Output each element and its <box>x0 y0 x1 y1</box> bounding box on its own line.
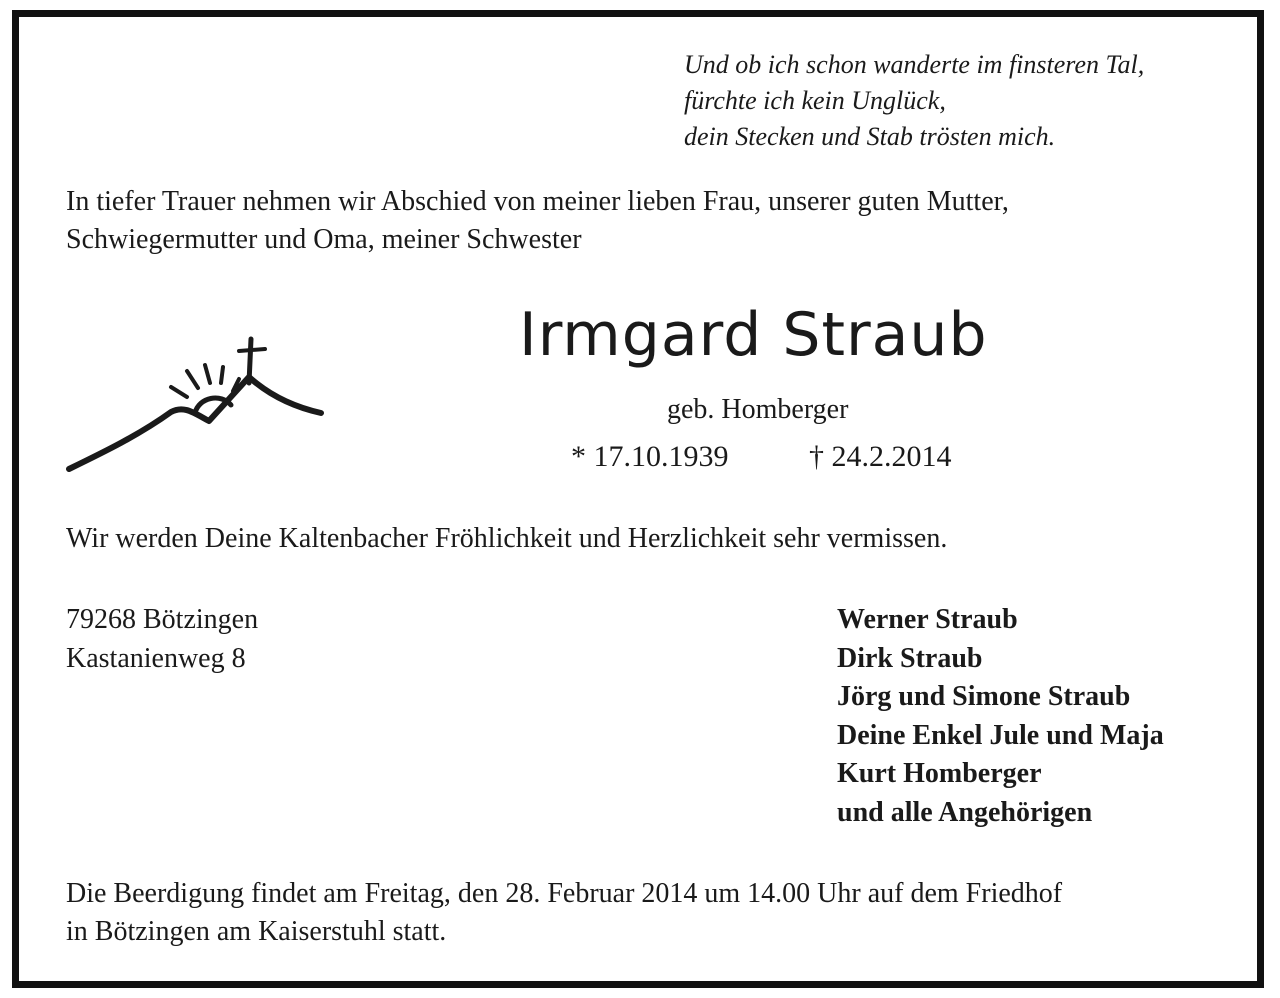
remembrance-text: Wir werden Deine Kaltenbacher Fröhlichkeit und Herzlichkeit sehr vermissen. <box>66 523 948 554</box>
deceased-name: Irmgard Straub <box>519 300 988 370</box>
mourner-name: Kurt Homberger <box>837 758 1042 789</box>
intro-line: Schwiegermutter und Oma, meiner Schwester <box>66 224 582 255</box>
address-block <box>66 601 258 678</box>
funeral-line: in Bötzingen am Kaiserstuhl statt. <box>66 916 447 947</box>
address-line: Kastanienweg 8 <box>66 642 246 674</box>
obituary-notice <box>12 10 1264 988</box>
verse-line: fürchte ich kein Unglück, <box>684 86 946 115</box>
bible-verse <box>684 47 1144 155</box>
address-line: 79268 Bötzingen <box>66 604 259 635</box>
funeral-line: Die Beerdigung findet am Freitag, den 28. Februar 2014 um 14.00 Uhr auf dem Friedhof <box>66 878 1063 909</box>
mourners-list <box>837 601 1164 832</box>
mountain-cross-sun-icon <box>59 317 329 487</box>
verse-line: Und ob ich schon wanderte im finsteren Tal, <box>684 50 1145 79</box>
mourner-name: Jörg und Simone Straub <box>837 681 1131 712</box>
death-date: † 24.2.2014 <box>809 440 952 473</box>
maiden-name: geb. Homberger <box>667 394 849 425</box>
mourner-name: Werner Straub <box>837 604 1018 635</box>
mourner-name: und alle Angehörigen <box>837 796 1093 828</box>
birth-date: * 17.10.1939 <box>571 440 729 473</box>
verse-line: dein Stecken und Stab trösten mich. <box>684 122 1056 151</box>
funeral-info <box>66 875 1062 951</box>
intro-text <box>66 183 1009 259</box>
mourner-name: Deine Enkel Jule und Maja <box>837 719 1164 751</box>
intro-line: In tiefer Trauer nehmen wir Abschied von meiner lieben Frau, unserer guten Mutter, <box>66 186 1009 217</box>
mourner-name: Dirk Straub <box>837 642 983 674</box>
